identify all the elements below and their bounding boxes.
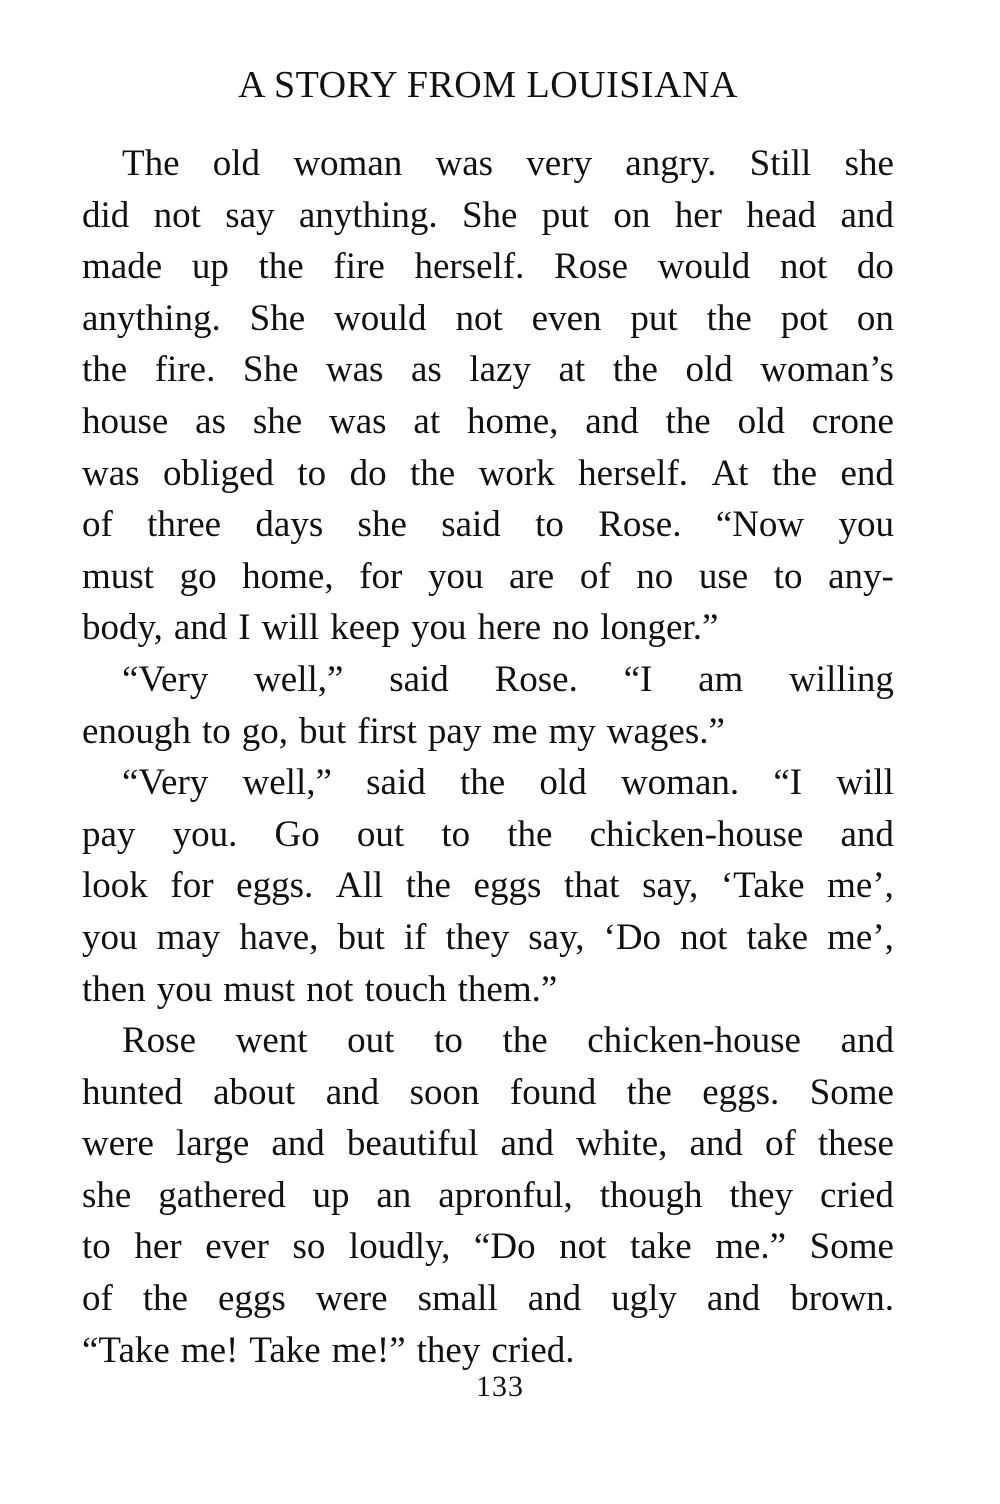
text-line: “Very well,” said the old woman. “I will: [122, 762, 894, 804]
running-head: A STORY FROM LOUISIANA: [238, 64, 738, 106]
text-line: was obliged to do the work herself. At the end: [82, 452, 894, 494]
page-number: 133: [476, 1370, 524, 1403]
text-line: must go home, for you are of no use to any-: [82, 555, 894, 597]
text-line: of the eggs were small and ugly and brown.: [82, 1278, 894, 1320]
book-page: [82, 58, 894, 1376]
text-line: then you must not touch them.”: [82, 968, 558, 1010]
text-line: look for eggs. All the eggs that say, ‘Take me’,: [82, 865, 894, 907]
text-line: you may have, but if they say, ‘Do not take me’,: [82, 916, 894, 958]
text-line: did not say anything. She put on her head and: [82, 194, 894, 236]
text-line: of three days she said to Rose. “Now you: [82, 504, 894, 546]
paragraph: [82, 138, 894, 654]
body-text: [82, 138, 894, 1376]
text-line: anything. She would not even put the pot on: [82, 297, 894, 339]
paragraph: [82, 1015, 894, 1376]
text-line: enough to go, but first pay me my wages.”: [82, 710, 725, 752]
text-line: “Very well,” said Rose. “I am willing: [122, 658, 894, 700]
text-line: she gathered up an apronful, though they cried: [82, 1174, 894, 1216]
text-line: The old woman was very angry. Still she: [122, 143, 894, 184]
text-line: Rose went out to the chicken-house and: [122, 1020, 894, 1062]
text-line: the fire. She was as lazy at the old woman’s: [82, 349, 894, 391]
text-line: were large and beautiful and white, and of these: [82, 1123, 894, 1165]
text-line: house as she was at home, and the old crone: [82, 400, 894, 442]
paragraph: [82, 654, 894, 757]
text-line: body, and I will keep you here no longer.”: [82, 607, 719, 649]
text-line: “Take me! Take me!” they cried.: [82, 1329, 575, 1371]
paragraph: [82, 757, 894, 1015]
text-line: hunted about and soon found the eggs. Some: [82, 1071, 894, 1113]
text-line: made up the fire herself. Rose would not do: [82, 246, 894, 288]
text-line: to her ever so loudly, “Do not take me.” Some: [82, 1226, 894, 1268]
text-line: pay you. Go out to the chicken-house and: [82, 813, 894, 855]
